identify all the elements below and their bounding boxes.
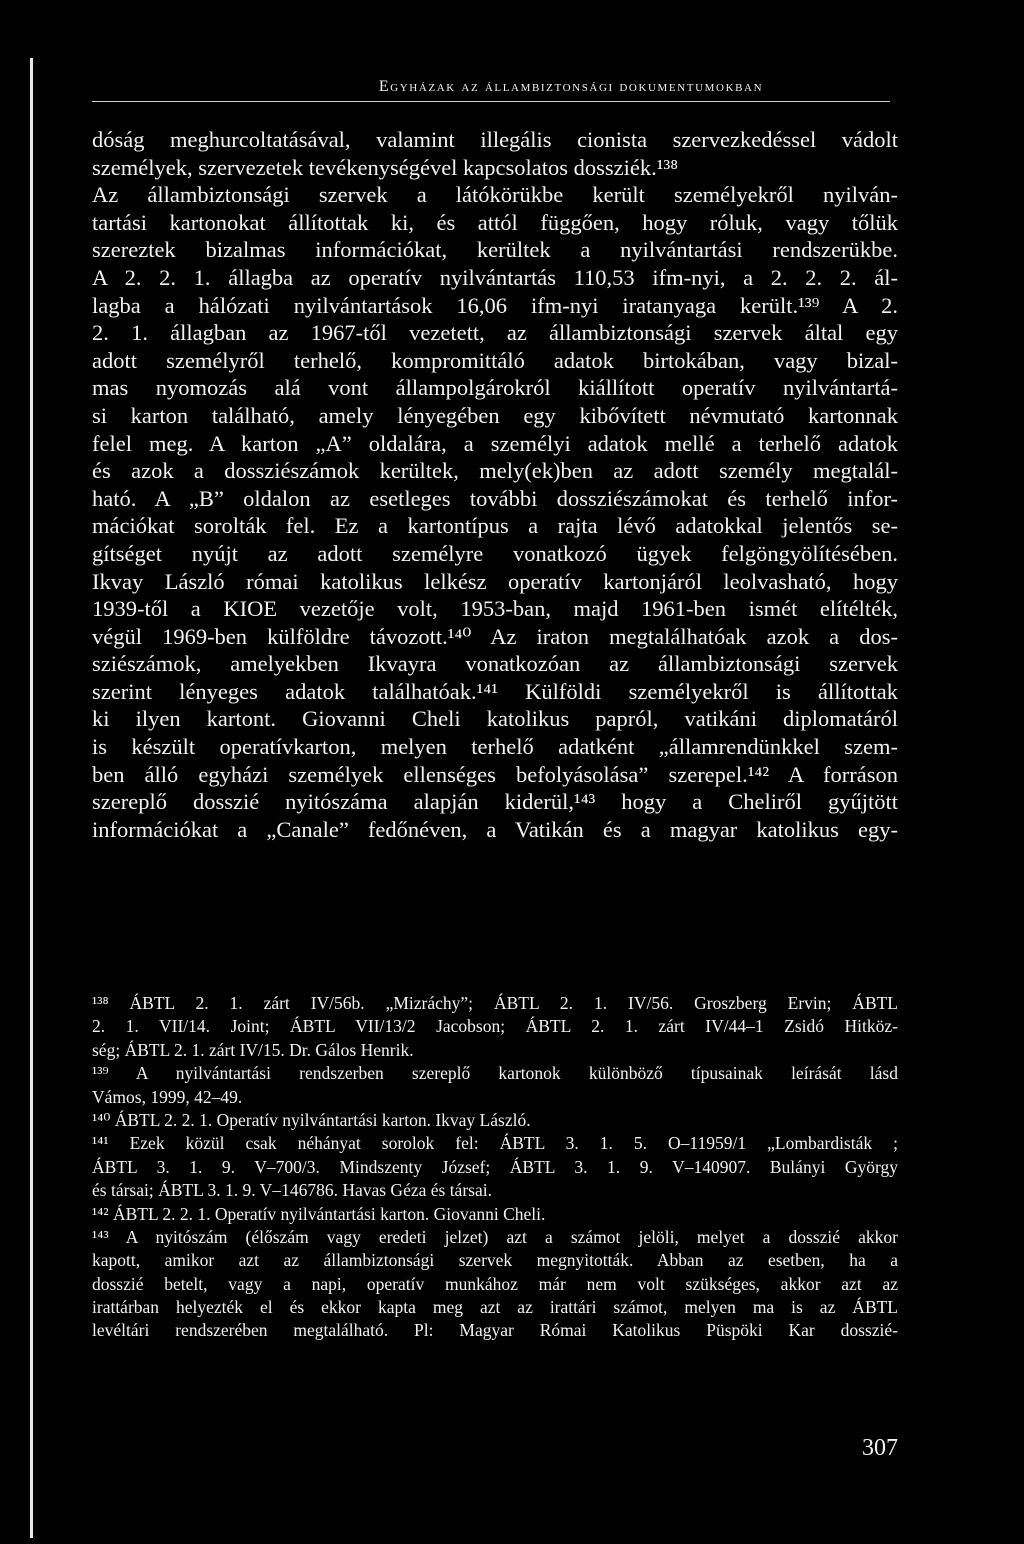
running-header xyxy=(92,78,890,96)
footnote-line: és társai; ÁBTL 3. 1. 9. V–146786. Havas Géza és társai. xyxy=(92,1180,492,1201)
page-number: 307 xyxy=(862,1435,898,1461)
body-line: A 2. 2. 1. állagba az operatív nyilvántartás 110,53 ifm-nyi, a 2. 2. 2. ál- xyxy=(92,264,898,290)
body-line: felel meg. A karton „A” oldalára, a személyi adatok mellé a terhelő adatok xyxy=(92,430,898,456)
footnotes xyxy=(92,992,898,1343)
body-line: személyek, szervezetek tevékenységével kapcsolatos dossziék.¹³⁸ xyxy=(92,154,679,180)
footnote-line: dosszié betelt, vagy a napi, operatív munkához már nem volt szükséges, akkor azt az xyxy=(92,1273,898,1294)
body-line: 2. 1. állagban az 1967-től vezetett, az állambiztonsági szervek által egy xyxy=(92,320,898,346)
body-line: információkat a „Canale” fedőnéven, a Vatikán és a magyar katolikus egy- xyxy=(92,816,898,842)
footnote-line: ¹⁴³ A nyitószám (élőszám vagy eredeti jelzet) azt a számot jelöli, melyet a dosszié akkor xyxy=(92,1226,898,1247)
body-line: szereztek bizalmas információkat, kerültek a nyilvántartási rendszerükbe. xyxy=(92,237,898,263)
body-text xyxy=(92,126,898,843)
footnote-line: ¹⁴⁰ ÁBTL 2. 2. 1. Operatív nyilvántartási karton. Ikvay László. xyxy=(92,1109,531,1130)
footnote-line: ÁBTL 3. 1. 9. V–700/3. Mindszenty József; ÁBTL 3. 1. 9. V–140907. Bulányi György xyxy=(92,1156,898,1177)
body-line: és azok a dossziészámok kerültek, mely(ek)ben az adott személy megtalál- xyxy=(92,458,898,484)
footnote-line: ¹⁴² ÁBTL 2. 2. 1. Operatív nyilvántartási karton. Giovanni Cheli. xyxy=(92,1203,546,1224)
body-line: végül 1969-ben külföldre távozott.¹⁴⁰ Az iraton megtalálhatóak azok a dos- xyxy=(92,623,898,649)
left-margin-rule xyxy=(30,58,33,1538)
body-line: si karton található, amely lényegében egy kibővített névmutató kartonnak xyxy=(92,402,898,428)
body-line: szerint lényeges adatok találhatóak.¹⁴¹ Külföldi személyekről is állítottak xyxy=(92,678,898,704)
running-title: Egyházak az állambiztonsági dokumentumokban xyxy=(378,78,764,95)
body-line: ható. A „B” oldalon az esetleges további dossziészámokat és terhelő infor- xyxy=(92,485,898,511)
body-line: lagba a hálózati nyilvántartások 16,06 ifm-nyi iratanyaga került.¹³⁹ A 2. xyxy=(92,292,898,318)
body-line: adott személyről terhelő, kompromittáló adatok birtokában, vagy bizal- xyxy=(92,347,898,373)
body-line: szereplő dosszié nyitószáma alapján kiderül,¹⁴³ hogy a Cheliről gyűjtött xyxy=(92,789,898,815)
footnote-line: ¹³⁸ ÁBTL 2. 1. zárt IV/56b. „Mizráchy”; ÁBTL 2. 1. IV/56. Groszberg Ervin; ÁBTL xyxy=(92,993,898,1013)
body-line: 1939-től a KIOE vezetője volt, 1953-ban, majd 1961-ben ismét elítélték, xyxy=(92,596,898,622)
footnote-line: ¹⁴¹ Ezek közül csak néhányat sorolok fel: ÁBTL 3. 1. 5. O–11959/1 „Lombardisták ; xyxy=(92,1133,898,1154)
header-rule xyxy=(92,101,890,102)
footnote-line: irattárban helyezték el és ekkor kapta meg azt az irattári számot, melyen ma is az ÁBTL xyxy=(92,1297,898,1318)
footnote-line: kapott, amikor azt az állambiztonsági szervek megnyitották. Abban az esetben, ha a xyxy=(92,1250,898,1271)
body-line: ben álló egyházi személyek ellenséges befolyásolása” szerepel.¹⁴² A forráson xyxy=(92,761,898,787)
body-line: dóság meghurcoltatásával, valamint illegális cionista szervezkedéssel vádolt xyxy=(92,127,898,152)
body-line: mas nyomozás alá vont állampolgárokról kiállított operatív nyilvántartá- xyxy=(92,375,898,401)
footnote-line: ¹³⁹ A nyilvántartási rendszerben szereplő kartonok különböző típusainak leírását lásd xyxy=(92,1063,898,1084)
footnote-line: 2. 1. VII/14. Joint; ÁBTL VII/13/2 Jacobson; ÁBTL 2. 1. zárt IV/44–1 Zsidó Hitköz- xyxy=(92,1016,898,1037)
footnote-line: Vámos, 1999, 42–49. xyxy=(92,1086,243,1107)
footnote-line: ség; ÁBTL 2. 1. zárt IV/15. Dr. Gálos Henrik. xyxy=(92,1039,414,1060)
body-line: sziészámok, amelyekben Ikvayra vonatkozóan az állambiztonsági szervek xyxy=(92,651,898,677)
body-line: tartási kartonokat állítottak ki, és attól függően, hogy róluk, vagy tőlük xyxy=(92,209,898,235)
footnote-line: levéltári rendszerében megtalálható. Pl: Magyar Római Katolikus Püspöki Kar dosszié- xyxy=(92,1320,898,1341)
body-line: Ikvay László római katolikus lelkész operatív kartonjáról leolvasható, hogy xyxy=(92,568,898,594)
body-line: ki ilyen kartont. Giovanni Cheli katolikus papról, vatikáni diplomatáról xyxy=(92,706,898,732)
body-line: Az állambiztonsági szervek a látókörükbe került személyekről nyilván- xyxy=(92,182,898,208)
body-line: mációkat sorolták fel. Ez a kartontípus a rajta lévő adatokkal jelentős se- xyxy=(92,513,898,539)
body-line: is készült operatívkarton, melyen terhelő adatként „államrendünkkel szem- xyxy=(92,734,898,760)
body-line: gítséget nyújt az adott személyre vonatkozó ügyek felgöngyölítésében. xyxy=(92,540,898,566)
